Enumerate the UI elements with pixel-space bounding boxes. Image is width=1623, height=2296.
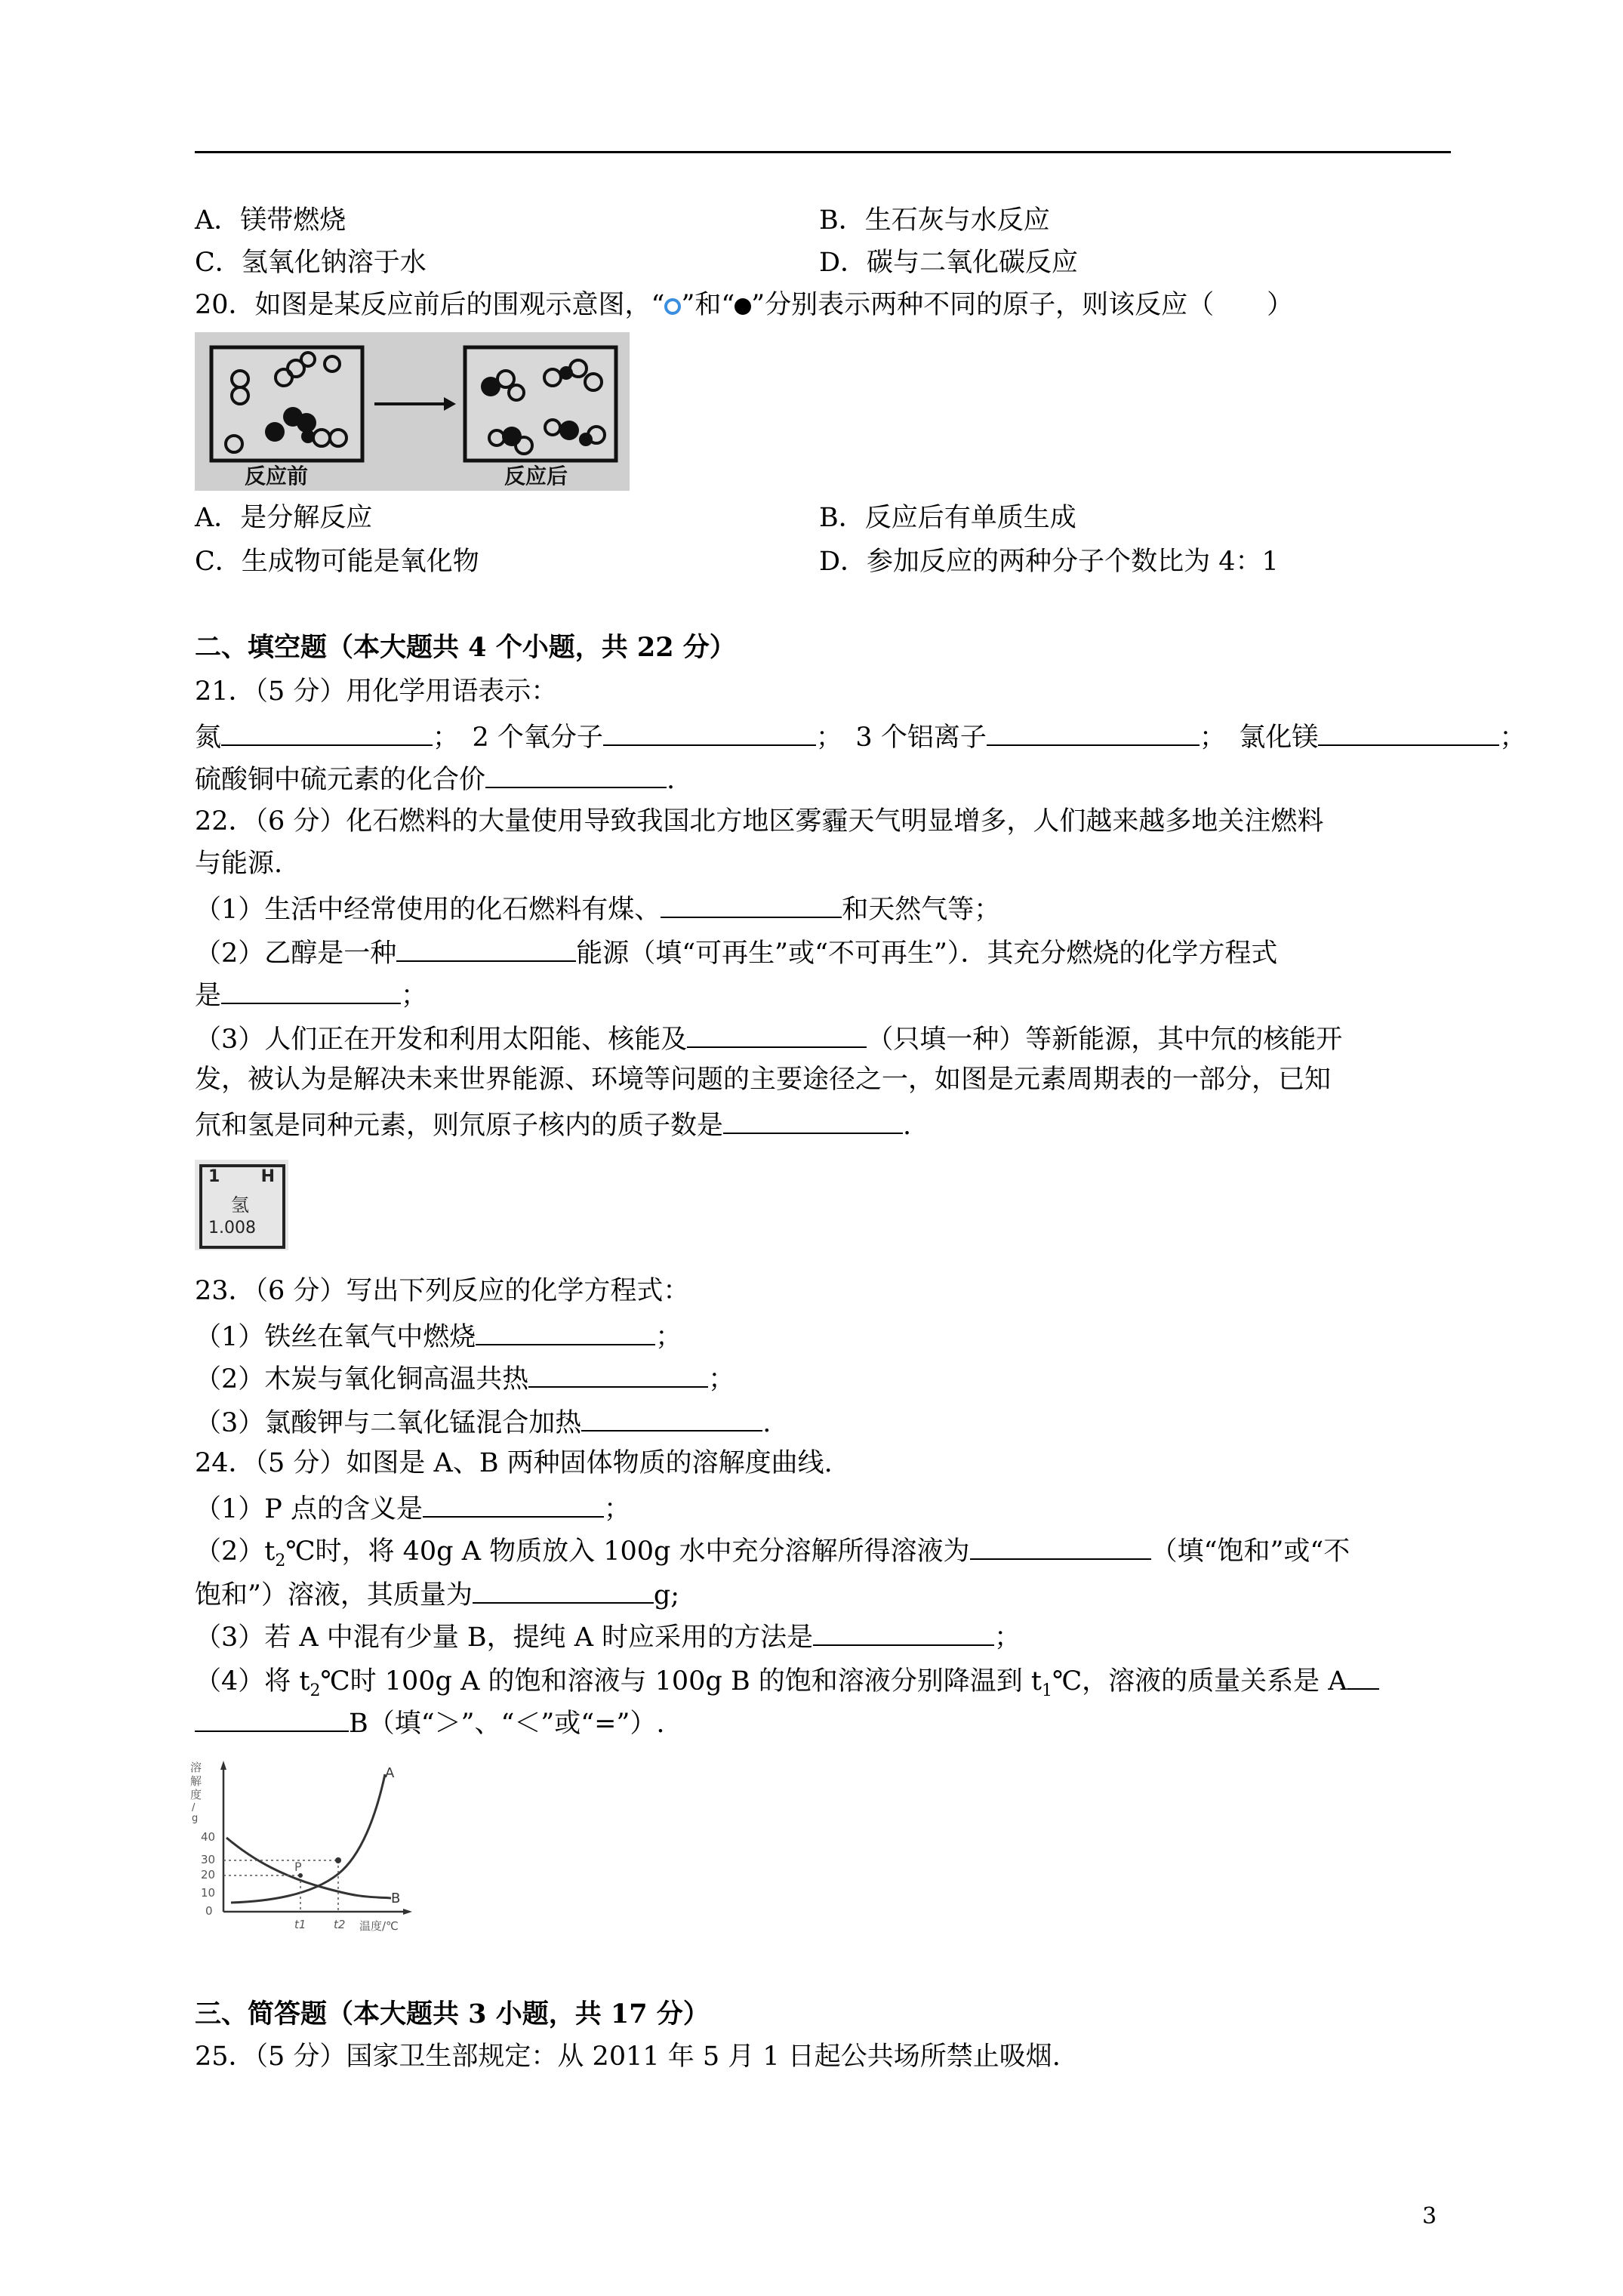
curve-b-label: B	[391, 1891, 401, 1906]
answer-blank[interactable]	[970, 1533, 1151, 1560]
white-atom-icon	[664, 298, 681, 315]
q23-part2	[195, 1361, 735, 1396]
q20-stem	[195, 288, 1293, 322]
q21-stem: 21．（5 分）用化学用语表示：	[195, 676, 558, 707]
element-name: 氢	[231, 1194, 249, 1216]
q24-part4-mid: ℃时 100g A 的饱和溶液与 100g B 的饱和溶液分别降温到 t	[320, 1666, 1042, 1697]
subscript: 2	[275, 1552, 286, 1570]
q24-part4b-text: B（填“＞”、“＜”或“=”）.	[349, 1709, 665, 1739]
section2-title: 二、填空题（本大题共 4 个小题，共 22 分）	[195, 632, 736, 663]
reaction-diagram	[195, 332, 630, 491]
element-mass: 1.008	[208, 1219, 256, 1237]
element-tile-hydrogen	[195, 1160, 288, 1250]
q22-part3	[195, 1021, 1342, 1056]
element-number: 1	[208, 1167, 220, 1186]
q22-part1	[195, 891, 1000, 926]
q24-part2b-tail: g;	[653, 1580, 680, 1610]
answer-blank[interactable]	[221, 977, 401, 1004]
q23-part2-text: （2）木炭与氧化铜高温共热	[195, 1364, 529, 1395]
answer-blank[interactable]	[1318, 719, 1499, 746]
q24-part1-text: （1）P 点的含义是	[195, 1494, 423, 1524]
answer-blank[interactable]	[528, 1361, 708, 1388]
q25-stem: 25．（5 分）国家卫生部规定：从 2011 年 5 月 1 日起公共场所禁止吸烟.	[195, 2042, 1061, 2072]
q22-part3-line3	[195, 1107, 911, 1142]
q21-nitrogen-label: 氮	[195, 723, 222, 753]
q20-option-a: A．是分解反应	[195, 503, 373, 533]
q20-stem-part2: ”和“	[681, 290, 735, 320]
answer-blank[interactable]	[987, 719, 1200, 746]
answer-blank[interactable]	[396, 935, 576, 962]
q21-line2	[195, 761, 675, 797]
answer-blank[interactable]	[476, 1318, 655, 1345]
graph-ytick: 0	[205, 1904, 213, 1918]
answer-blank[interactable]	[221, 719, 433, 746]
section3-title: 三、简答题（本大题共 3 小题，共 17 分）	[195, 1999, 710, 2029]
q22-part1-tail: 和天然气等；	[842, 895, 1001, 925]
graph-xtick: t2	[334, 1918, 346, 1931]
q21-aluminum-label: ； 3 个铝离子	[815, 723, 987, 753]
q22-stem-line2: 与能源.	[195, 849, 283, 879]
graph-ytick: 10	[201, 1886, 216, 1900]
q24-part2-pre: （2）t	[195, 1536, 276, 1567]
q20-stem-part3: ”分别表示两种不同的原子，则该反应（ ）	[751, 290, 1294, 320]
answer-blank[interactable]	[581, 1404, 762, 1432]
answer-blank[interactable]	[813, 1619, 994, 1646]
q24-part2-mid: ℃时，将 40g A 物质放入 100g 水中充分溶解所得溶液为	[285, 1536, 970, 1567]
q22-part2-text: （2）乙醇是一种	[195, 938, 397, 969]
q23-part1	[195, 1318, 682, 1354]
q22-part3-line2: 发，被认为是解决未来世界能源、环境等问题的主要途径之一，如图是元素周期表的一部分，已知	[195, 1065, 1332, 1095]
q24-part4-pre: （4）将 t	[195, 1666, 310, 1697]
q21-line1	[195, 719, 1526, 754]
q22-part3c-text: 氘和氢是同种元素，则氘原子核内的质子数是	[195, 1111, 724, 1141]
q22-part3-text: （3）人们正在开发和利用太阳能、核能及	[195, 1025, 688, 1055]
solubility-graph	[187, 1756, 448, 1937]
graph-xlabel: 温度/℃	[359, 1919, 399, 1933]
q21-mgcl-label: ； 氯化镁	[1199, 723, 1319, 753]
point-p-label: P	[294, 1860, 302, 1874]
header-rule	[195, 151, 1451, 153]
q24-part3	[195, 1619, 1021, 1654]
answer-blank[interactable]	[1347, 1663, 1379, 1690]
q24-part2-post: （填“饱和”或“不	[1150, 1536, 1350, 1567]
q20-option-c: C．生成物可能是氧化物	[195, 547, 479, 577]
q22-part2	[195, 935, 1277, 970]
label-before: 反应前	[245, 464, 309, 488]
q23-part2-tail: ；	[708, 1364, 735, 1395]
q22-part1-text: （1）生活中经常使用的化石燃料有煤、	[195, 895, 661, 925]
q19-option-d: D．碳与二氧化碳反应	[819, 248, 1079, 278]
answer-blank[interactable]	[661, 891, 842, 918]
q20-option-d: D．参加反应的两种分子个数比为 4：1	[819, 547, 1279, 577]
q22-part2-tail: 能源（填“可再生”或“不可再生”）．其充分燃烧的化学方程式	[576, 938, 1278, 969]
q24-part2	[195, 1533, 1350, 1578]
label-after: 反应后	[504, 464, 568, 488]
q23-part1-tail: ；	[655, 1322, 682, 1352]
q21-oxygen-label: ； 2 个氧分子	[433, 723, 603, 753]
element-symbol: H	[260, 1167, 275, 1186]
answer-blank[interactable]	[603, 719, 816, 746]
q22-part2b-text: 是	[195, 981, 222, 1011]
q24-part1	[195, 1490, 630, 1526]
q20-option-b: B．反应后有单质生成	[819, 503, 1076, 533]
q24-part2-cont	[195, 1576, 679, 1612]
q23-part3-tail: .	[762, 1408, 771, 1438]
q20-stem-part1: 20．如图是某反应前后的围观示意图，“	[195, 290, 665, 320]
graph-ylabel-char: /	[192, 1802, 196, 1814]
answer-blank[interactable]	[473, 1576, 654, 1604]
q22-part3-tail: （只填一种）等新能源，其中氘的核能开	[867, 1025, 1343, 1055]
q19-option-a: A．镁带燃烧	[195, 205, 346, 236]
q21-end-mark: .	[667, 765, 676, 795]
graph-ytick: 40	[201, 1830, 216, 1844]
q22-part3c-tail: .	[903, 1111, 912, 1141]
q23-stem: 23．（6 分）写出下列反应的化学方程式：	[195, 1276, 690, 1306]
answer-blank[interactable]	[687, 1021, 867, 1048]
answer-blank[interactable]	[485, 761, 667, 788]
q24-part1-tail: ；	[603, 1494, 630, 1524]
q23-part3-text: （3）氯酸钾与二氧化锰混合加热	[195, 1408, 582, 1438]
subscript: 1	[1041, 1681, 1052, 1700]
q24-stem: 24．（5 分）如图是 A、B 两种固体物质的溶解度曲线.	[195, 1448, 833, 1478]
graph-xtick: t1	[294, 1918, 306, 1931]
q23-part1-text: （1）铁丝在氧气中燃烧	[195, 1322, 476, 1352]
q22-part2b-tail: ；	[401, 981, 428, 1011]
q19-option-c: C．氢氧化钠溶于水	[195, 248, 427, 278]
black-atom-icon	[735, 298, 751, 315]
q24-part4-cont	[195, 1705, 665, 1740]
answer-blank[interactable]	[723, 1107, 903, 1134]
subscript: 2	[310, 1681, 321, 1700]
q22-stem-line1: 22．（6 分）化石燃料的大量使用导致我国北方地区雾霾天气明显增多，人们越来越多地关注燃料	[195, 806, 1324, 837]
q21-end-mark: ；	[1499, 723, 1526, 753]
q24-part3-tail: ；	[994, 1623, 1021, 1653]
q24-part2b-text: 饱和”）溶液，其质量为	[195, 1580, 473, 1610]
q24-part4-post: ℃，溶液的质量关系是 A	[1052, 1666, 1347, 1697]
curve-a-label: A	[385, 1765, 395, 1781]
graph-ytick: 30	[201, 1853, 216, 1866]
q24-part3-text: （3）若 A 中混有少量 B，提纯 A 时应采用的方法是	[195, 1623, 814, 1653]
graph-ylabel-char: g	[192, 1813, 199, 1824]
answer-blank[interactable]	[195, 1705, 349, 1732]
graph-ylabel-char: 度	[190, 1788, 202, 1801]
graph-ylabel-char: 溶	[190, 1761, 202, 1774]
q19-option-b: B．生石灰与水反应	[819, 205, 1050, 236]
q24-part4	[195, 1663, 1379, 1708]
graph-ytick: 20	[201, 1868, 216, 1881]
q23-part3	[195, 1404, 771, 1440]
q21-sulfur-label: 硫酸铜中硫元素的化合价	[195, 765, 486, 795]
q22-part2-cont	[195, 977, 427, 1012]
graph-ylabel-char: 解	[190, 1774, 202, 1788]
answer-blank[interactable]	[423, 1490, 604, 1518]
page-number: 3	[1422, 2203, 1437, 2230]
